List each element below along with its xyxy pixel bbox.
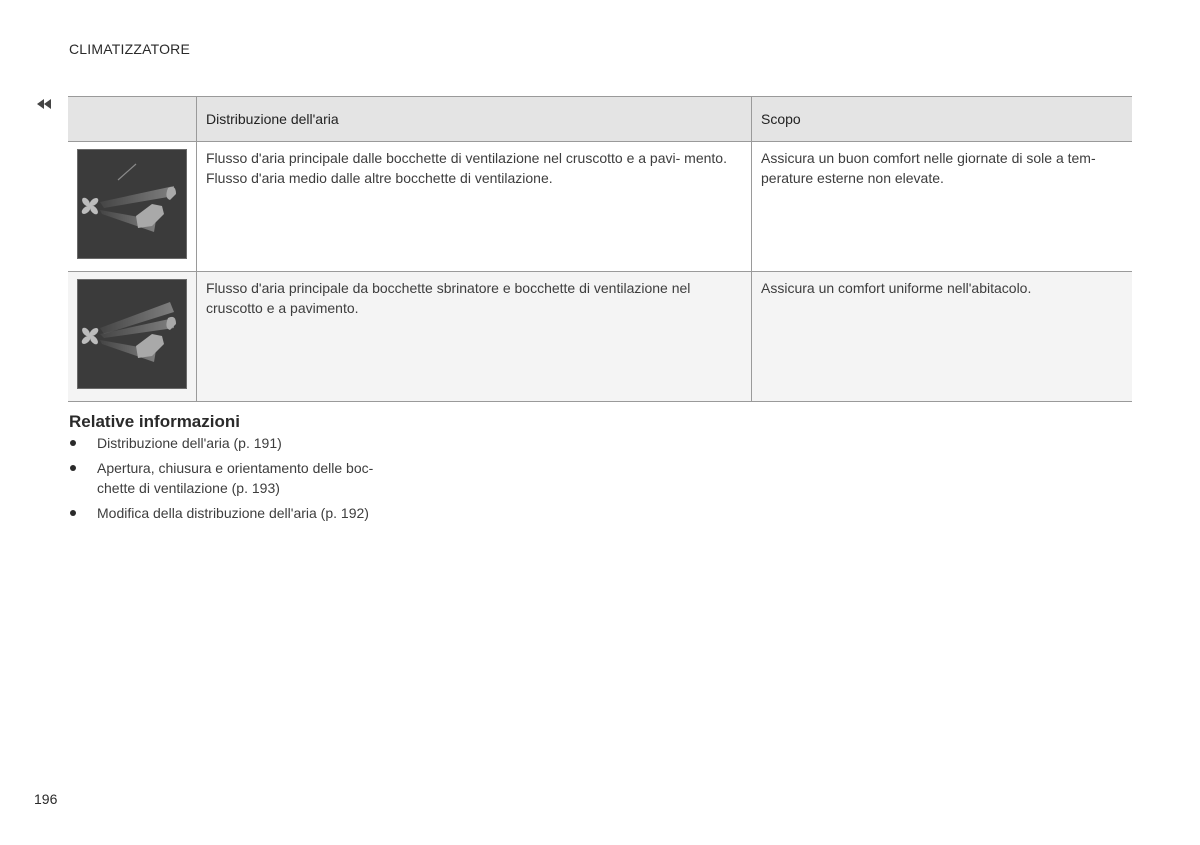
distribution-cell: Flusso d'aria principale dalle bocchette di ventilazione nel cruscotto e a pavi- mento. Flusso d'aria medio dalle altre bocchette di ventilazione.: [197, 142, 752, 272]
double-arrow-left-icon[interactable]: [36, 98, 52, 110]
header-icon-column: [68, 97, 197, 142]
table-row: [68, 272, 1132, 402]
purpose-cell: Assicura un buon comfort nelle giornate di sole a tem- perature esterne non elevate.: [752, 142, 1133, 272]
table-row: [68, 142, 1132, 272]
air-distribution-dashboard-floor-icon: [77, 149, 187, 259]
related-info-list: [69, 433, 409, 528]
related-link[interactable]: [69, 503, 409, 523]
bullet-icon: [70, 510, 76, 516]
table-header-row: [68, 97, 1132, 142]
header-distribution: Distribuzione dell'aria: [197, 97, 752, 142]
distribution-cell: Flusso d'aria principale da bocchette sbrinatore e bocchette di ventilazione nel cruscotto e a pavimento.: [197, 272, 752, 402]
bullet-icon: [70, 440, 76, 446]
purpose-cell: Assicura un comfort uniforme nell'abitacolo.: [752, 272, 1133, 402]
header-purpose: Scopo: [752, 97, 1133, 142]
related-link-label: Apertura, chiusura e orientamento delle boc- chette di ventilazione (p. 193): [97, 460, 374, 496]
page-number: 196: [34, 791, 58, 807]
related-link-label: Distribuzione dell'aria (p. 191): [97, 435, 282, 451]
icon-cell: [68, 272, 197, 402]
icon-cell: [68, 142, 197, 272]
related-link[interactable]: [69, 458, 409, 498]
related-info-heading: Relative informazioni: [69, 412, 240, 431]
bullet-icon: [70, 465, 76, 471]
related-link[interactable]: [69, 433, 409, 453]
air-distribution-defroster-dashboard-floor-icon: [77, 279, 187, 389]
related-link-label: Modifica della distribuzione dell'aria (p. 192): [97, 505, 369, 521]
section-title: CLIMATIZZATORE: [69, 41, 191, 57]
air-distribution-table: [68, 96, 1132, 402]
